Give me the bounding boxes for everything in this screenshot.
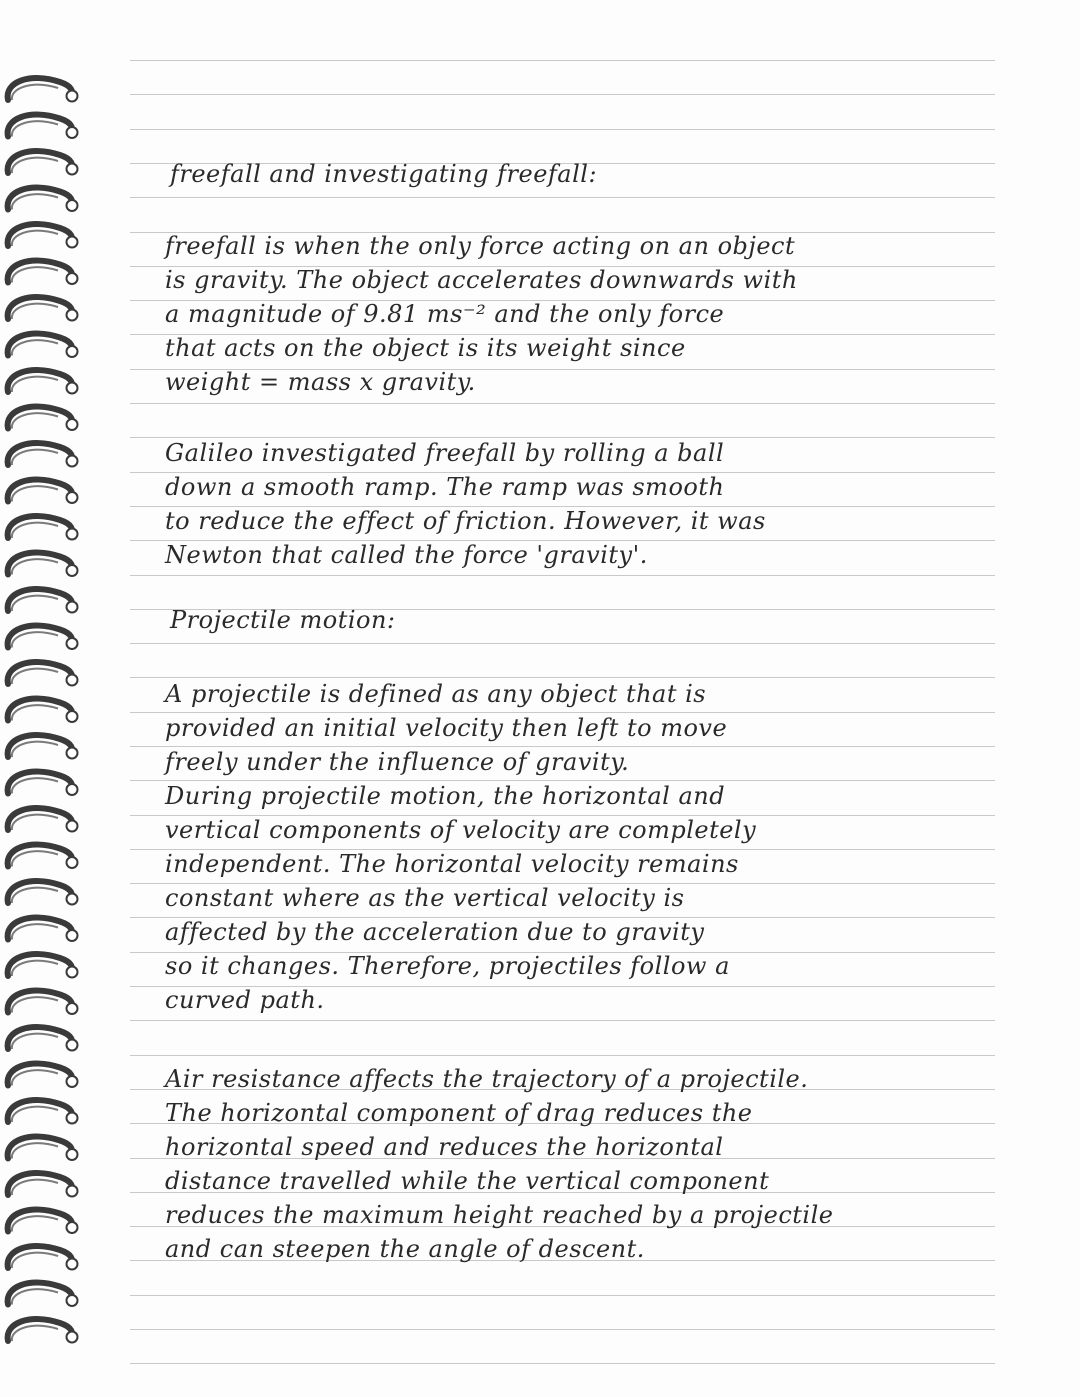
ruled-line — [130, 129, 995, 130]
galileo-paragraph — [165, 436, 995, 572]
spiral-coil — [8, 954, 78, 977]
spiral-coil — [8, 1319, 78, 1342]
spiral-coil — [8, 370, 78, 393]
spiral-coil — [8, 1283, 78, 1306]
text-line: reduces the maximum height reached by a projectile — [165, 1201, 834, 1229]
text-line: Galileo investigated freefall by rolling a ball — [165, 439, 725, 467]
ruled-line — [130, 403, 995, 404]
spiral-coil — [8, 699, 78, 722]
text-line: that acts on the object is its weight since — [165, 334, 686, 362]
spiral-coil — [8, 115, 78, 138]
spiral-coil — [8, 1210, 78, 1233]
freefall-paragraph — [165, 229, 995, 399]
projectile-definition-paragraph — [165, 677, 995, 1017]
spiral-coil — [8, 662, 78, 685]
text-line: and can steepen the angle of descent. — [165, 1235, 645, 1263]
spiral-coil — [8, 407, 78, 430]
air-resistance-paragraph — [165, 1062, 995, 1266]
ruled-line — [130, 197, 995, 198]
text-line: a magnitude of 9.81 ms⁻² and the only force — [165, 300, 725, 328]
spiral-coil — [8, 1246, 78, 1269]
spiral-coil — [8, 845, 78, 868]
ruled-line — [130, 1055, 995, 1056]
spiral-coil — [8, 735, 78, 758]
ruled-line — [130, 60, 995, 61]
spiral-coil — [8, 553, 78, 576]
spiral-coil — [8, 188, 78, 211]
text-line: constant where as the vertical velocity is — [165, 884, 685, 912]
text-line: is gravity. The object accelerates downwards with — [165, 266, 798, 294]
text-line: freely under the influence of gravity. — [165, 748, 630, 776]
text-line: weight = mass x gravity. — [165, 368, 476, 396]
ruled-line — [130, 1295, 995, 1296]
ruled-line — [130, 1329, 995, 1330]
spiral-coil — [8, 334, 78, 357]
section-heading-projectile: Projectile motion: — [170, 606, 396, 634]
text-line: During projectile motion, the horizontal and — [165, 782, 726, 810]
spiral-coil — [8, 1100, 78, 1123]
spiral-coil — [8, 772, 78, 795]
text-line: freefall is when the only force acting on an object — [165, 232, 796, 260]
spiral-coil — [8, 1064, 78, 1087]
ruled-line — [130, 1020, 995, 1021]
text-line: The horizontal component of drag reduces the — [165, 1099, 753, 1127]
spiral-coil — [8, 808, 78, 831]
ruled-line — [130, 575, 995, 576]
spiral-coil — [8, 918, 78, 941]
text-line: affected by the acceleration due to gravity — [165, 918, 705, 946]
text-line: horizontal speed and reduces the horizontal — [165, 1133, 724, 1161]
text-line: provided an initial velocity then left to move — [165, 714, 728, 742]
spiral-coil — [8, 443, 78, 466]
spiral-coil — [8, 1027, 78, 1050]
spiral-coil — [8, 297, 78, 320]
spiral-coil — [8, 224, 78, 247]
spiral-coil — [8, 261, 78, 284]
ruled-line — [130, 643, 995, 644]
text-line: Newton that called the force 'gravity'. — [165, 541, 648, 569]
text-line: to reduce the effect of friction. However, it was — [165, 507, 766, 535]
text-line: down a smooth ramp. The ramp was smooth — [165, 473, 725, 501]
spiral-coil — [8, 151, 78, 174]
ruled-line — [130, 1363, 995, 1364]
spiral-coil — [8, 589, 78, 612]
spiral-coil — [8, 991, 78, 1014]
text-line: independent. The horizontal velocity remains — [165, 850, 739, 878]
spiral-coil — [8, 1137, 78, 1160]
spiral-coil — [8, 626, 78, 649]
ruled-line — [130, 94, 995, 95]
spiral-coil — [8, 78, 78, 101]
section-heading-freefall: freefall and investigating freefall: — [170, 160, 598, 188]
text-line: A projectile is defined as any object that is — [165, 680, 707, 708]
spiral-coil — [8, 516, 78, 539]
text-line: vertical components of velocity are completely — [165, 816, 757, 844]
text-line: Air resistance affects the trajectory of a projectile. — [165, 1065, 809, 1093]
spiral-coil — [8, 480, 78, 503]
spiral-coil — [8, 881, 78, 904]
spiral-coil — [8, 1173, 78, 1196]
text-line: distance travelled while the vertical component — [165, 1167, 770, 1195]
spiral-binding — [0, 0, 160, 1397]
text-line: curved path. — [165, 986, 325, 1014]
text-line: so it changes. Therefore, projectiles follow a — [165, 952, 730, 980]
